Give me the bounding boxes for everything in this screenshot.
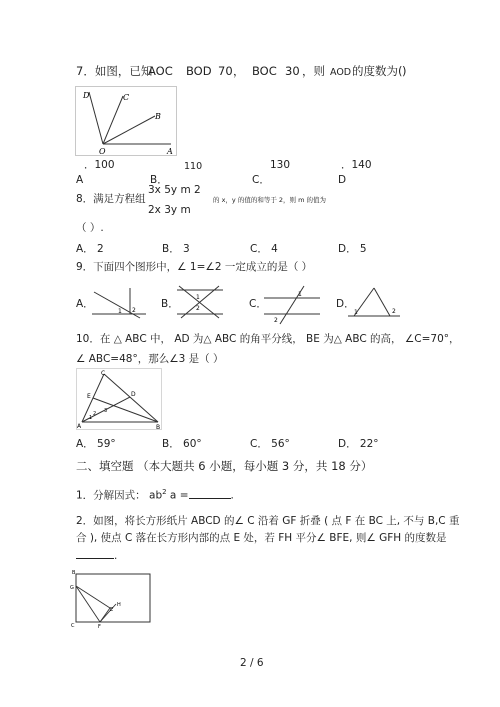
q10-mark-2: 2 — [93, 411, 97, 417]
q8-blank: （ ）. — [76, 222, 104, 234]
q10-label-a: A — [77, 423, 82, 430]
fill1-answer-blank[interactable] — [189, 498, 231, 499]
fill2-end: . — [114, 550, 118, 562]
q9b-mark-1: 1 — [196, 294, 200, 301]
q7-opt-c: C． — [252, 174, 270, 186]
q10-label-d: D — [131, 391, 136, 398]
q7-angle-figure — [75, 86, 177, 156]
q7-degree-text: 的度数为( — [352, 64, 403, 78]
q9-label-d: D． — [336, 298, 355, 310]
q10-mark-1: 1 — [89, 415, 93, 421]
q7-70: 70 — [218, 64, 233, 78]
q8-eq2: 2x 3y m — [148, 204, 191, 216]
ray-ob — [103, 116, 155, 144]
q7-aoc: AOC — [148, 64, 173, 78]
fill2-answer-blank[interactable] — [76, 558, 114, 559]
q9-stem: 9．下面四个图形中，∠ 1=∠2 一定成立的是（ ） — [76, 261, 313, 273]
fill1-exponent: 2 — [162, 488, 167, 496]
label-o: O — [99, 147, 106, 156]
q7-stem: 7．如图，已知 — [76, 64, 153, 78]
q7-bod: BOD — [186, 64, 212, 78]
q7-opt-b-value: 110 — [184, 161, 203, 172]
q7-opt-b: B． — [150, 174, 168, 186]
q8-eq1: 3x 5y m 2 — [148, 184, 201, 196]
q10-opt-b: B． 60° — [162, 438, 202, 450]
q9a-mark-2: 2 — [132, 307, 136, 314]
q7-boc: BOC — [252, 64, 277, 78]
q7-comma: ， — [233, 64, 245, 78]
q9-figure-b — [175, 284, 225, 320]
q7-aod: AOD — [330, 67, 352, 78]
q7-30: 30 — [285, 64, 300, 78]
page-number: 2 / 6 — [240, 657, 264, 669]
q7-opt-a-value: ．100 — [84, 159, 115, 171]
q8-tail: 的 x，y 的值的和等于 2，则 m 的值为 — [213, 196, 326, 204]
q8-opt-a: A． 2 — [76, 243, 104, 255]
q9b-mark-2: 2 — [196, 305, 200, 312]
side-cb — [104, 374, 158, 422]
q7-opt-d: D — [338, 174, 347, 186]
q9a-mark-1: 1 — [118, 308, 122, 315]
q8-opt-d: D． 5 — [338, 243, 367, 255]
fill1-mid: a = — [166, 489, 189, 502]
q8-opt-c: C． 4 — [250, 243, 278, 255]
q10-opt-d: D． 22° — [338, 438, 379, 450]
q10-mark-3: 3 — [104, 408, 108, 414]
section2-title: 二、填空题 （本大题共 6 小题，每小题 3 分，共 18 分） — [76, 459, 373, 473]
q9d-mark-1: 1 — [354, 309, 358, 316]
label-d: D — [83, 91, 90, 100]
q10-label-c: C — [101, 370, 106, 377]
q9c-mark-2: 2 — [274, 317, 278, 324]
q7-opt-c-value: 130 — [270, 159, 291, 171]
fill1-stem — [76, 489, 234, 501]
q7-paren: ) — [402, 64, 407, 78]
label-c: C — [123, 93, 130, 102]
label-b: B — [155, 112, 161, 121]
fill2-label-g: G — [70, 585, 74, 591]
q10-label-e: E — [87, 393, 91, 400]
q9-label-b: B． — [161, 298, 179, 310]
q10-opt-a: A． 59° — [76, 438, 116, 450]
q9d-mark-2: 2 — [392, 308, 396, 315]
fill2-label-b: B — [72, 570, 76, 576]
q9-label-c: C． — [249, 298, 267, 310]
q7-then: ，则 — [302, 64, 325, 78]
ray-oc — [103, 96, 123, 144]
fill2-line1: 2．如图，将长方形纸片 ABCD 的∠ C 沿着 GF 折叠 ( 点 F 在 BC 上, 不与 B,C 重 — [76, 515, 460, 527]
q10-line2: ∠ ABC=48°，那么∠3 是（ ） — [76, 353, 224, 365]
fill2-label-f: F — [98, 624, 101, 628]
q7-opt-a: A — [76, 174, 84, 186]
altitude-be — [93, 398, 158, 422]
label-a: A — [167, 147, 173, 156]
q10-opt-c: C． 56° — [250, 438, 290, 450]
fill2-line2: 合 ), 使点 C 落在长方形内部的点 E 处，若 FH 平分∠ BFE, 则∠ GFH 的度数是 — [76, 532, 447, 544]
ray-od — [89, 92, 103, 144]
fill2-label-e: E — [110, 607, 114, 613]
fill2-answer — [76, 551, 117, 562]
q10-triangle-figure — [76, 368, 162, 430]
fill1-end: . — [230, 489, 234, 502]
fill2-rectangle-figure — [70, 568, 156, 628]
q7-opt-d-value: ．140 — [341, 159, 372, 171]
q8-stem: 8．满足方程组 — [76, 193, 146, 205]
q9-figure-a — [90, 284, 148, 320]
q9-label-a: A． — [76, 298, 94, 310]
fill2-label-h: H — [117, 602, 121, 608]
fill2-label-c: C — [71, 623, 75, 628]
q8-opt-b: B． 3 — [162, 243, 190, 255]
q10-label-b: B — [156, 424, 161, 430]
q10-line1: 10．在 △ ABC 中， AD 为△ ABC 的角平分线， BE 为△ ABC 的高， ∠C=70°， — [76, 333, 460, 345]
q9c-mark-1: 1 — [298, 291, 302, 298]
q9-figure-d — [346, 284, 402, 320]
fill1-prefix: 1．分解因式： ab — [76, 489, 163, 502]
q9-figure-c — [262, 284, 322, 326]
